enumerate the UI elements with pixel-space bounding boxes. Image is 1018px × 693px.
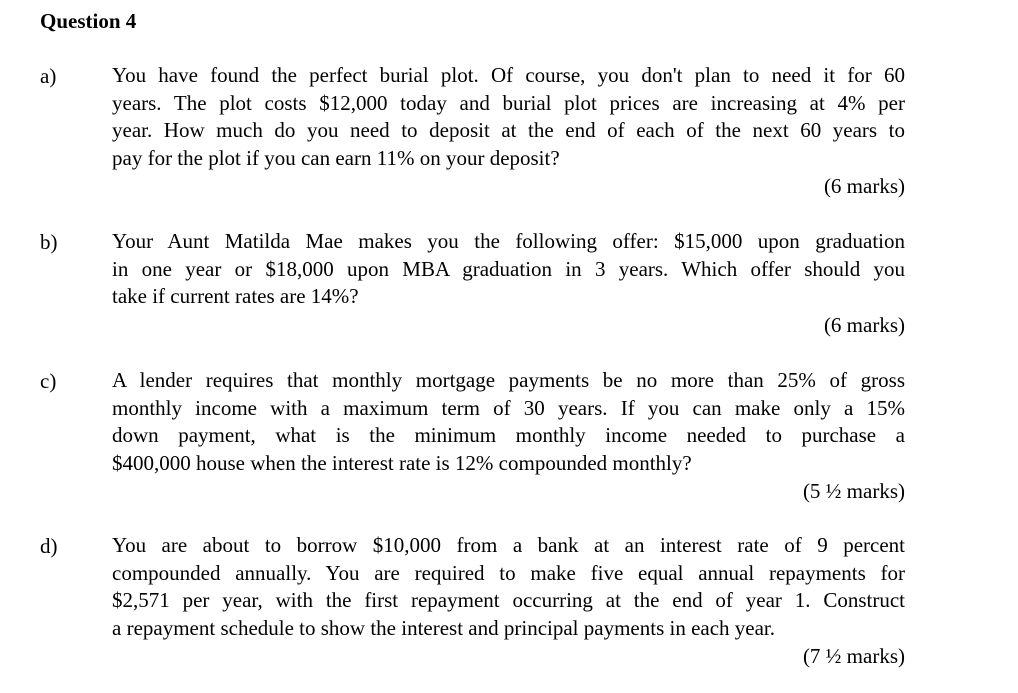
question-a-label: a)	[40, 64, 57, 88]
question-b-text	[112, 228, 905, 311]
question-a-marks: (6 marks)	[823, 174, 905, 198]
question-d-line-4: a repayment schedule to show the interest and principal payments in each year.	[112, 615, 776, 640]
question-c-line-4: $400,000 house when the interest rate is 12% compounded monthly?	[112, 450, 692, 475]
question-a-line-3: year. How much do you need to deposit at the end of each of the next 60 years to	[112, 118, 905, 142]
question-d-line-1: You are about to borrow $10,000 from a bank at an interest rate of 9 percent	[112, 533, 905, 557]
question-a-text	[112, 62, 905, 172]
question-c-label: c)	[40, 369, 57, 393]
question-c-line-2: monthly income with a maximum term of 30 years. If you can make only a 15%	[112, 395, 905, 420]
question-c-marks: (5 ½ marks)	[802, 479, 905, 503]
question-b-label: b)	[40, 230, 58, 254]
question-d-marks: (7 ½ marks)	[802, 644, 905, 668]
question-d-line-2: compounded annually. You are required to make five equal annual repayments for	[112, 560, 905, 585]
question-d-line-3: $2,571 per year, with the first repayment occurring at the end of year 1. Construct	[112, 588, 905, 612]
question-b-line-1: Your Aunt Matilda Mae makes you the following offer: $15,000 upon graduation	[112, 229, 905, 253]
question-d-label: d)	[40, 534, 58, 558]
question-a-line-2: years. The plot costs $12,000 today and burial plot prices are increasing at 4% per	[112, 90, 905, 115]
question-c-line-3: down payment, what is the minimum monthly income needed to purchase a	[112, 423, 905, 447]
question-c-text	[112, 367, 905, 477]
question-title: Question 4	[40, 9, 137, 33]
question-c-line-1: A lender requires that monthly mortgage payments be no more than 25% of gross	[112, 368, 905, 392]
question-b-line-3: take if current rates are 14%?	[112, 284, 359, 308]
question-a-line-1: You have found the perfect burial plot. Of course, you don't plan to need it for 60	[112, 63, 905, 87]
question-a-line-4: pay for the plot if you can earn 11% on your deposit?	[112, 145, 560, 170]
question-d-text	[112, 532, 905, 642]
question-b-marks: (6 marks)	[823, 313, 905, 337]
question-b-line-2: in one year or $18,000 upon MBA graduation in 3 years. Which offer should you	[112, 256, 905, 281]
